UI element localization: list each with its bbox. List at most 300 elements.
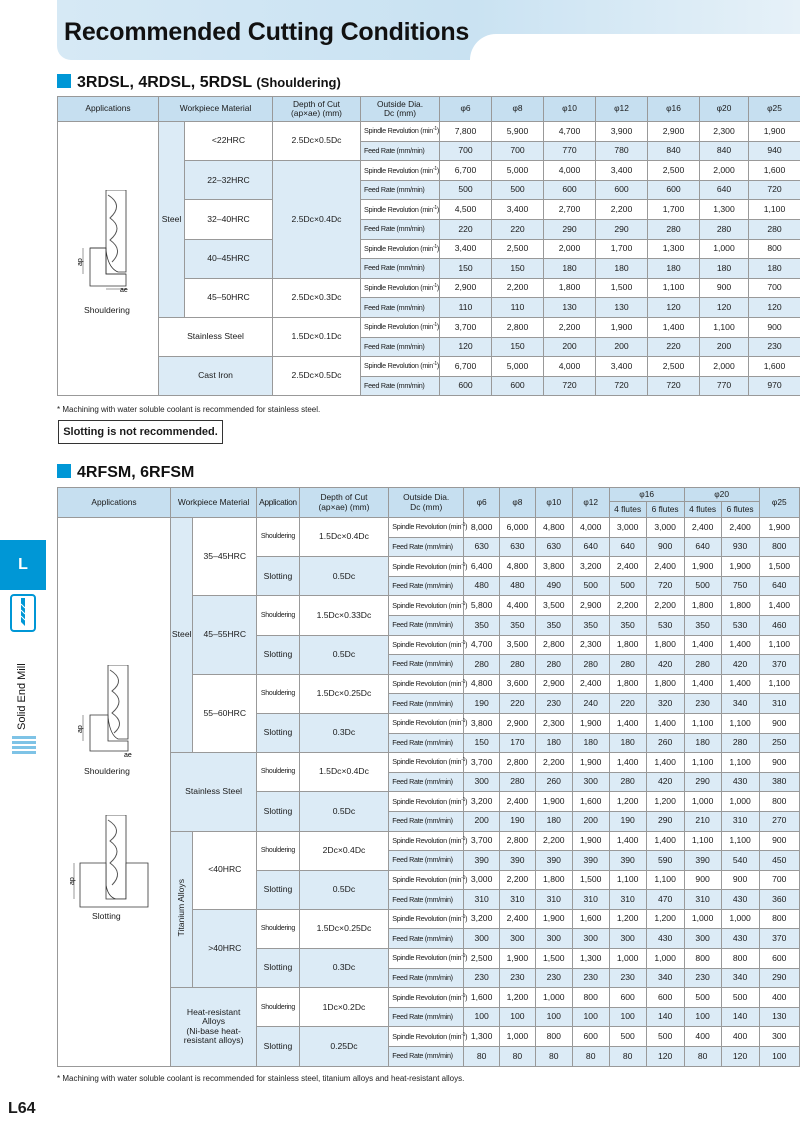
value-cell: 180	[596, 259, 648, 279]
value-cell: 300	[759, 1027, 799, 1047]
value-cell: 2,500	[464, 949, 500, 969]
value-cell: 970	[749, 376, 800, 396]
feed-label: Feed Rate (mm/min)	[361, 376, 440, 396]
value-cell: 2,900	[648, 122, 700, 142]
value-cell: 350	[535, 615, 572, 635]
application-cell: Shouldering	[257, 596, 300, 635]
value-cell: 3,000	[609, 518, 646, 538]
value-cell: 280	[535, 655, 572, 675]
spindle-label: Spindle Revolution $(\min^{-1})$	[389, 753, 464, 773]
value-cell: 1,200	[609, 909, 646, 929]
value-cell: 500	[721, 988, 759, 1008]
depth-cell: 0.3Dc	[299, 713, 389, 752]
value-cell: 3,400	[492, 200, 544, 220]
value-cell: 1,000	[609, 949, 646, 969]
material-cell: 22–32HRC	[185, 161, 273, 200]
value-cell: 6,700	[440, 161, 492, 181]
value-cell: 3,000	[646, 518, 684, 538]
th2-flutes: 4 flutes	[684, 502, 721, 518]
value-cell: 800	[572, 988, 609, 1008]
value-cell: 100	[464, 1007, 500, 1027]
group-titanium: Titanium Alloys	[171, 831, 193, 988]
application-cell: Slotting	[257, 1027, 300, 1066]
value-cell: 350	[572, 615, 609, 635]
th2-dia-6: φ6	[464, 488, 500, 518]
value-cell: 800	[535, 1027, 572, 1047]
value-cell: 2,300	[572, 635, 609, 655]
value-cell: 770	[700, 376, 749, 396]
value-cell: 5,000	[492, 161, 544, 181]
value-cell: 120	[700, 298, 749, 318]
value-cell: 150	[440, 259, 492, 279]
application-cell: Shouldering	[257, 909, 300, 948]
value-cell: 100	[609, 1007, 646, 1027]
value-cell: 800	[749, 239, 800, 259]
depth-cell: 0.25Dc	[299, 1027, 389, 1066]
section1-title	[57, 74, 341, 92]
spindle-label: Spindle Revolution $(\min^{-1})$	[361, 317, 440, 337]
value-cell: 180	[700, 259, 749, 279]
value-cell: 800	[759, 792, 799, 812]
value-cell: 190	[500, 811, 536, 831]
value-cell: 310	[759, 694, 799, 714]
th2-flutes: 4 flutes	[609, 502, 646, 518]
value-cell: 770	[544, 141, 596, 161]
application-cell: Shouldering	[257, 518, 300, 557]
value-cell: 340	[721, 968, 759, 988]
value-cell: 110	[492, 298, 544, 318]
th-applications: Applications	[58, 97, 159, 122]
value-cell: 700	[440, 141, 492, 161]
value-cell: 430	[721, 772, 759, 792]
feed-label: Feed Rate (mm/min)	[389, 851, 464, 871]
value-cell: 1,000	[684, 792, 721, 812]
depth-cell: 1.5Dc×0.4Dc	[299, 753, 389, 792]
application-cell: Slotting	[257, 792, 300, 831]
th-dia-value: φ16	[648, 97, 700, 122]
ap-label: ap	[77, 725, 84, 733]
value-cell: 1,100	[684, 831, 721, 851]
th-dia-value: φ25	[749, 97, 800, 122]
value-cell: 3,500	[500, 635, 536, 655]
value-cell: 2,200	[535, 753, 572, 773]
value-cell: 3,400	[440, 239, 492, 259]
value-cell: 150	[492, 259, 544, 279]
value-cell: 500	[684, 988, 721, 1008]
spindle-label: Spindle Revolution $(\min^{-1})$	[361, 278, 440, 298]
value-cell: 290	[544, 219, 596, 239]
depth-cell: 1.5Dc×0.1Dc	[273, 317, 361, 356]
value-cell: 500	[492, 180, 544, 200]
value-cell: 310	[684, 890, 721, 910]
application-cell: Slotting	[257, 635, 300, 674]
value-cell: 280	[684, 655, 721, 675]
value-cell: 300	[500, 929, 536, 949]
value-cell: 1,500	[596, 278, 648, 298]
feed-label: Feed Rate (mm/min)	[361, 337, 440, 357]
value-cell: 280	[609, 655, 646, 675]
value-cell: 500	[609, 1027, 646, 1047]
value-cell: 540	[721, 851, 759, 871]
value-cell: 2,200	[646, 596, 684, 616]
value-cell: 2,000	[544, 239, 596, 259]
value-cell: 630	[500, 537, 536, 557]
feed-label: Feed Rate (mm/min)	[389, 968, 464, 988]
material-cell: 32–40HRC	[185, 200, 273, 239]
value-cell: 300	[572, 929, 609, 949]
spindle-label: Spindle Revolution $(\min^{-1})$	[389, 596, 464, 616]
value-cell: 1,900	[721, 557, 759, 577]
value-cell: 500	[609, 576, 646, 596]
value-cell: 230	[464, 968, 500, 988]
value-cell: 2,900	[535, 674, 572, 694]
value-cell: 2,400	[609, 557, 646, 577]
depth-cell: 2.5Dc×0.5Dc	[273, 122, 361, 161]
value-cell: 1,400	[684, 674, 721, 694]
value-cell: 4,000	[544, 161, 596, 181]
value-cell: 3,600	[500, 674, 536, 694]
value-cell: 1,400	[646, 753, 684, 773]
value-cell: 2,900	[572, 596, 609, 616]
th2-workpiece: Workpiece Material	[171, 488, 257, 518]
value-cell: 230	[684, 694, 721, 714]
value-cell: 1,900	[535, 792, 572, 812]
value-cell: 140	[646, 1007, 684, 1027]
value-cell: 420	[721, 655, 759, 675]
value-cell: 2,200	[544, 317, 596, 337]
subgroup-cell: >40HRC	[193, 909, 257, 987]
value-cell: 230	[609, 968, 646, 988]
spindle-label: Spindle Revolution $(\min^{-1})$	[389, 909, 464, 929]
value-cell: 3,400	[596, 357, 648, 377]
spindle-label: Spindle Revolution $(\min^{-1})$	[389, 792, 464, 812]
value-cell: 230	[535, 694, 572, 714]
th-dia-value: φ12	[596, 97, 648, 122]
value-cell: 3,200	[464, 909, 500, 929]
value-cell: 1,100	[759, 635, 799, 655]
value-cell: 1,000	[684, 909, 721, 929]
value-cell: 260	[535, 772, 572, 792]
value-cell: 1,600	[464, 988, 500, 1008]
slotting-caption: Slotting	[92, 911, 121, 921]
value-cell: 370	[759, 929, 799, 949]
value-cell: 290	[759, 968, 799, 988]
feed-label: Feed Rate (mm/min)	[389, 890, 464, 910]
shouldering-illustration-1	[68, 190, 158, 300]
material-cell: Stainless Steel	[159, 317, 273, 356]
value-cell: 1,900	[572, 753, 609, 773]
value-cell: 230	[535, 968, 572, 988]
value-cell: 750	[721, 576, 759, 596]
value-cell: 1,800	[684, 596, 721, 616]
spindle-label: Spindle Revolution $(\min^{-1})$	[389, 831, 464, 851]
group-stainless: Stainless Steel	[171, 753, 257, 831]
depth-cell: 0.5Dc	[299, 870, 389, 909]
value-cell: 530	[646, 615, 684, 635]
section-marker	[57, 74, 71, 88]
value-cell: 360	[759, 890, 799, 910]
group-heat-resistant: Heat-resistant Alloys (Ni-base heat- resistant alloys)	[171, 988, 257, 1066]
feed-label: Feed Rate (mm/min)	[389, 811, 464, 831]
subgroup-cell: 35–45HRC	[193, 518, 257, 596]
value-cell: 1,800	[609, 635, 646, 655]
subgroup-cell: 45–55HRC	[193, 596, 257, 674]
value-cell: 2,800	[500, 831, 536, 851]
section2-note: * Machining with water soluble coolant is recommended for stainless steel, titanium alloys and heat-resistant alloys.	[57, 1074, 465, 1083]
application-cell: Slotting	[257, 870, 300, 909]
value-cell: 180	[684, 733, 721, 753]
th2-application: Application	[257, 488, 300, 518]
value-cell: 1,000	[721, 792, 759, 812]
value-cell: 120	[749, 298, 800, 318]
value-cell: 900	[684, 870, 721, 890]
value-cell: 2,800	[500, 753, 536, 773]
value-cell: 4,800	[500, 557, 536, 577]
value-cell: 840	[700, 141, 749, 161]
feed-label: Feed Rate (mm/min)	[389, 655, 464, 675]
value-cell: 1,300	[464, 1027, 500, 1047]
value-cell: 310	[721, 811, 759, 831]
value-cell: 2,400	[646, 557, 684, 577]
value-cell: 120	[646, 1047, 684, 1067]
th-workpiece: Workpiece Material	[159, 97, 273, 122]
application-cell: Shouldering	[257, 753, 300, 792]
value-cell: 640	[684, 537, 721, 557]
value-cell: 80	[500, 1047, 536, 1067]
spindle-label: Spindle Revolution $(\min^{-1})$	[361, 161, 440, 181]
value-cell: 840	[648, 141, 700, 161]
depth-cell: 0.5Dc	[299, 557, 389, 596]
th2-dia-16: φ16	[609, 488, 684, 502]
value-cell: 190	[609, 811, 646, 831]
value-cell: 900	[646, 537, 684, 557]
value-cell: 300	[684, 929, 721, 949]
value-cell: 200	[596, 337, 648, 357]
value-cell: 500	[572, 576, 609, 596]
value-cell: 640	[759, 576, 799, 596]
value-cell: 1,400	[684, 635, 721, 655]
spindle-label: Spindle Revolution $(\min^{-1})$	[389, 635, 464, 655]
value-cell: 720	[596, 376, 648, 396]
value-cell: 1,100	[646, 870, 684, 890]
section1-subtitle: (Shouldering)	[256, 75, 341, 90]
slotting-illustration	[66, 815, 156, 910]
th-dia-value: φ8	[492, 97, 544, 122]
value-cell: 1,400	[609, 831, 646, 851]
value-cell: 4,800	[464, 674, 500, 694]
value-cell: 80	[609, 1047, 646, 1067]
value-cell: 220	[500, 694, 536, 714]
feed-label: Feed Rate (mm/min)	[389, 1047, 464, 1067]
value-cell: 1,400	[648, 317, 700, 337]
value-cell: 7,800	[440, 122, 492, 142]
value-cell: 2,400	[684, 518, 721, 538]
value-cell: 2,300	[700, 122, 749, 142]
value-cell: 200	[700, 337, 749, 357]
value-cell: 2,200	[535, 831, 572, 851]
value-cell: 400	[759, 988, 799, 1008]
value-cell: 310	[500, 890, 536, 910]
value-cell: 3,500	[535, 596, 572, 616]
value-cell: 2,400	[721, 518, 759, 538]
value-cell: 4,700	[544, 122, 596, 142]
value-cell: 1,600	[749, 161, 800, 181]
value-cell: 900	[759, 753, 799, 773]
header-curve	[470, 34, 800, 60]
th2-applications: Applications	[58, 488, 171, 518]
value-cell: 720	[648, 376, 700, 396]
value-cell: 2,900	[500, 713, 536, 733]
value-cell: 3,400	[596, 161, 648, 181]
value-cell: 80	[464, 1047, 500, 1067]
value-cell: 600	[544, 180, 596, 200]
value-cell: 1,200	[646, 909, 684, 929]
depth-cell: 0.5Dc	[299, 792, 389, 831]
value-cell: 320	[646, 694, 684, 714]
value-cell: 1,100	[609, 870, 646, 890]
feed-label: Feed Rate (mm/min)	[361, 298, 440, 318]
value-cell: 390	[609, 851, 646, 871]
value-cell: 390	[572, 851, 609, 871]
value-cell: 180	[648, 259, 700, 279]
value-cell: 100	[572, 1007, 609, 1027]
value-cell: 310	[572, 890, 609, 910]
value-cell: 1,100	[749, 200, 800, 220]
value-cell: 450	[759, 851, 799, 871]
material-cell: <22HRC	[185, 122, 273, 161]
value-cell: 390	[684, 851, 721, 871]
depth-cell: 2.5Dc×0.3Dc	[273, 278, 361, 317]
value-cell: 3,000	[464, 870, 500, 890]
value-cell: 3,200	[572, 557, 609, 577]
value-cell: 2,200	[500, 870, 536, 890]
th2-depth: Depth of Cut (ap×ae) (mm)	[299, 488, 389, 518]
depth-cell: 2Dc×0.4Dc	[299, 831, 389, 870]
depth-cell: 2.5Dc×0.5Dc	[273, 357, 361, 396]
value-cell: 2,700	[544, 200, 596, 220]
value-cell: 1,100	[721, 753, 759, 773]
th2-dia-20: φ20	[684, 488, 759, 502]
value-cell: 190	[464, 694, 500, 714]
value-cell: 1,800	[721, 596, 759, 616]
feed-label: Feed Rate (mm/min)	[389, 576, 464, 596]
value-cell: 2,800	[535, 635, 572, 655]
value-cell: 1,100	[700, 317, 749, 337]
spindle-label: Spindle Revolution $(\min^{-1})$	[389, 949, 464, 969]
value-cell: 630	[535, 537, 572, 557]
application-cell: Shouldering	[257, 988, 300, 1027]
value-cell: 1,500	[535, 949, 572, 969]
value-cell: 370	[759, 655, 799, 675]
value-cell: 350	[464, 615, 500, 635]
feed-label: Feed Rate (mm/min)	[389, 772, 464, 792]
value-cell: 280	[572, 655, 609, 675]
value-cell: 1,200	[500, 988, 536, 1008]
feed-label: Feed Rate (mm/min)	[389, 694, 464, 714]
shouldering-caption-2: Shouldering	[84, 766, 130, 776]
value-cell: 1,600	[572, 909, 609, 929]
value-cell: 1,000	[646, 949, 684, 969]
value-cell: 1,900	[500, 949, 536, 969]
value-cell: 120	[648, 298, 700, 318]
value-cell: 310	[609, 890, 646, 910]
value-cell: 1,500	[572, 870, 609, 890]
value-cell: 300	[464, 772, 500, 792]
value-cell: 1,000	[500, 1027, 536, 1047]
application-cell: Slotting	[257, 949, 300, 988]
value-cell: 700	[492, 141, 544, 161]
value-cell: 130	[596, 298, 648, 318]
value-cell: 4,400	[500, 596, 536, 616]
value-cell: 900	[759, 713, 799, 733]
value-cell: 2,200	[596, 200, 648, 220]
spindle-label: Spindle Revolution $(\min^{-1})$	[361, 357, 440, 377]
value-cell: 800	[759, 537, 799, 557]
value-cell: 1,100	[721, 831, 759, 851]
cutting-table-2	[57, 487, 800, 1067]
value-cell: 270	[759, 811, 799, 831]
spindle-label: Spindle Revolution $(\min^{-1})$	[389, 1027, 464, 1047]
value-cell: 720	[544, 376, 596, 396]
applications-cell-2	[58, 518, 171, 1067]
value-cell: 150	[492, 337, 544, 357]
th-dia-value: φ6	[440, 97, 492, 122]
value-cell: 230	[500, 968, 536, 988]
value-cell: 1,000	[721, 909, 759, 929]
value-cell: 250	[759, 733, 799, 753]
value-cell: 900	[759, 831, 799, 851]
value-cell: 1,400	[646, 713, 684, 733]
section1-note: * Machining with water soluble coolant is recommended for stainless steel.	[57, 405, 321, 414]
value-cell: 420	[646, 772, 684, 792]
application-cell: Slotting	[257, 557, 300, 596]
value-cell: 350	[684, 615, 721, 635]
value-cell: 180	[535, 811, 572, 831]
depth-cell: 1.5Dc×0.33Dc	[299, 596, 389, 635]
value-cell: 700	[759, 870, 799, 890]
th-dia-value: φ10	[544, 97, 596, 122]
side-stripes	[12, 736, 36, 756]
value-cell: 4,700	[464, 635, 500, 655]
value-cell: 640	[700, 180, 749, 200]
value-cell: 600	[609, 988, 646, 1008]
shouldering-illustration-2	[68, 665, 158, 760]
value-cell: 220	[440, 219, 492, 239]
value-cell: 460	[759, 615, 799, 635]
value-cell: 390	[535, 851, 572, 871]
material-cell: 40–45HRC	[185, 239, 273, 278]
value-cell: 1,900	[572, 713, 609, 733]
value-cell: 1,200	[646, 792, 684, 812]
value-cell: 220	[492, 219, 544, 239]
feed-label: Feed Rate (mm/min)	[361, 141, 440, 161]
value-cell: 480	[500, 576, 536, 596]
slotting-warning: Slotting is not recommended.	[58, 420, 223, 444]
value-cell: 600	[759, 949, 799, 969]
value-cell: 260	[646, 733, 684, 753]
value-cell: 600	[572, 1027, 609, 1047]
value-cell: 3,800	[535, 557, 572, 577]
value-cell: 1,500	[759, 557, 799, 577]
spindle-label: Spindle Revolution $(\min^{-1})$	[389, 988, 464, 1008]
value-cell: 1,800	[535, 870, 572, 890]
value-cell: 350	[500, 615, 536, 635]
value-cell: 1,100	[684, 713, 721, 733]
section1-name: 3RDSL, 4RDSL, 5RDSL	[77, 74, 252, 91]
value-cell: 1,100	[684, 753, 721, 773]
value-cell: 430	[721, 890, 759, 910]
application-cell: Shouldering	[257, 674, 300, 713]
